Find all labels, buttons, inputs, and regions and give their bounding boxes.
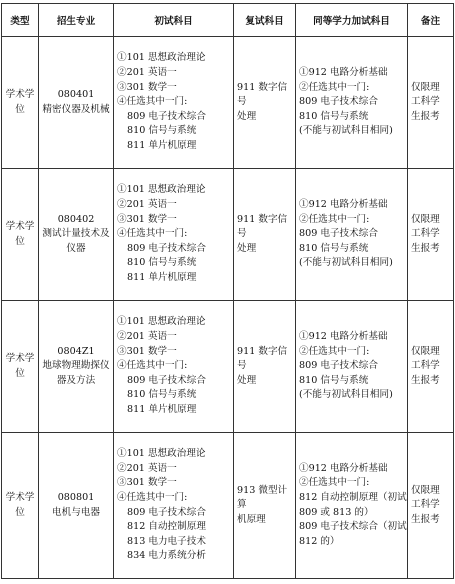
initial-subject: ①101 思想政治理论 [117,316,206,328]
table-row [2,301,454,433]
retest-line: 911 数字信号 [237,213,288,240]
header-retest: 复试科目 [234,4,296,37]
retest-line: 机原理 [237,513,266,525]
note-cell [408,37,454,169]
equiv-subject: ①912 电路分析基础 [299,199,388,211]
note-line: 仅限理 [411,81,440,93]
equiv-subject: ②任选其中一门: [299,345,370,357]
retest-cell [234,301,296,433]
major-cell [39,37,114,169]
type-cell: 学术学位 [2,433,39,579]
equiv-subject: ①912 电路分析基础 [299,462,388,474]
retest-line: 911 数字信号 [237,345,288,372]
initial-subject: ③301 数学一 [117,345,177,357]
initial-subject: ③301 数学一 [117,477,177,489]
table-row [2,37,454,169]
major-code: 080402 [57,213,95,225]
major-name: 地球物理勘探仪器及方法 [42,360,110,386]
major-name: 电机与电器 [52,506,100,518]
type-cell: 学术学位 [2,301,39,433]
equivalent-exam-cell [296,433,408,579]
equiv-subject: 812 的） [299,535,340,547]
major-code: 080801 [57,491,95,503]
initial-subject: ②201 英语一 [117,331,177,343]
note-line: 生报考 [411,242,440,254]
equiv-subject: 809 电子技术综合 [299,228,378,240]
major-code: 080401 [57,88,95,100]
major-code: 0804Z1 [57,345,95,357]
header-type: 类型 [2,4,39,37]
initial-subject: 811 单片机原理 [127,139,197,151]
initial-exam-cell [114,37,234,169]
initial-subject: 813 电力电子技术 [127,535,206,547]
equivalent-exam-cell [296,37,408,169]
initial-subject: ②201 英语一 [117,462,177,474]
equiv-subject: ①912 电路分析基础 [299,331,388,343]
equiv-subject: (不能与初试科目相同) [299,125,393,137]
retest-cell [234,169,296,301]
table-header-row [2,4,454,37]
note-line: 仅限理 [411,213,440,225]
equiv-subject: 810 信号与系统 [299,110,369,122]
equiv-subject: (不能与初试科目相同) [299,389,393,401]
initial-exam-cell [114,169,234,301]
initial-subject: ④任选其中一门: [117,228,188,240]
note-cell [408,433,454,579]
equiv-subject: 809 电子技术综合 [299,96,378,108]
initial-subject: 810 信号与系统 [127,125,197,137]
equiv-subject: ②任选其中一门: [299,213,370,225]
header-initial-exam: 初试科目 [114,4,234,37]
major-cell [39,169,114,301]
equiv-subject: 812 自动控制原理（初试 [299,491,407,503]
initial-subject: 810 信号与系统 [127,389,197,401]
initial-subject: ④任选其中一门: [117,360,188,372]
equiv-subject: 809 电子技术综合（初试 [299,521,407,533]
initial-subject: 809 电子技术综合 [127,506,206,518]
major-cell [39,301,114,433]
retest-line: 处理 [237,110,257,122]
header-major: 招生专业 [39,4,114,37]
major-name: 精密仪器及机械 [42,103,110,115]
note-cell [408,301,454,433]
initial-subject: 812 自动控制原理 [127,521,206,533]
note-line: 仅限理 [411,345,440,357]
initial-subject: 809 电子技术综合 [127,242,206,254]
note-line: 仅限理 [411,484,440,496]
note-line: 工科学 [411,499,440,511]
retest-line: 911 数字信号 [237,81,288,108]
initial-subject: ①101 思想政治理论 [117,184,206,196]
initial-subject: ②201 英语一 [117,67,177,79]
equiv-subject: 810 信号与系统 [299,374,369,386]
equiv-subject: (不能与初试科目相同) [299,257,393,269]
note-line: 生报考 [411,513,440,525]
initial-subject: 811 单片机原理 [127,271,197,283]
note-line: 生报考 [411,374,440,386]
equiv-subject: 809 电子技术综合 [299,360,378,372]
initial-subject: ④任选其中一门: [117,96,188,108]
equivalent-exam-cell [296,169,408,301]
major-cell [39,433,114,579]
initial-subject: 834 电力系统分析 [127,550,206,562]
type-cell: 学术学位 [2,169,39,301]
note-line: 生报考 [411,110,440,122]
initial-subject: ③301 数学一 [117,213,177,225]
retest-line: 处理 [237,242,257,254]
initial-subject: ④任选其中一门: [117,491,188,503]
table-row [2,433,454,579]
initial-subject: 810 信号与系统 [127,257,197,269]
retest-cell [234,433,296,579]
header-equivalent-exam: 同等学力加试科目 [296,4,408,37]
initial-subject: ①101 思想政治理论 [117,52,206,64]
initial-subject: 809 电子技术综合 [127,110,206,122]
equiv-subject: ②任选其中一门: [299,81,370,93]
retest-line: 913 微型计算 [237,484,288,511]
equiv-subject: 809 或 813 的） [299,506,374,518]
exam-subjects-table [1,3,454,579]
note-line: 工科学 [411,96,440,108]
type-cell: 学术学位 [2,37,39,169]
equiv-subject: ②任选其中一门: [299,477,370,489]
equivalent-exam-cell [296,301,408,433]
equiv-subject: 810 信号与系统 [299,242,369,254]
equiv-subject: ①912 电路分析基础 [299,67,388,79]
table-row [2,169,454,301]
initial-exam-cell [114,433,234,579]
initial-subject: ①101 思想政治理论 [117,448,206,460]
initial-subject: 809 电子技术综合 [127,374,206,386]
initial-subject: ③301 数学一 [117,81,177,93]
retest-cell [234,37,296,169]
initial-subject: ②201 英语一 [117,199,177,211]
initial-exam-cell [114,301,234,433]
initial-subject: 811 单片机原理 [127,403,197,415]
retest-line: 处理 [237,374,257,386]
note-line: 工科学 [411,360,440,372]
header-note: 备注 [408,4,454,37]
note-line: 工科学 [411,228,440,240]
note-cell [408,169,454,301]
major-name: 测试计量技术及仪器 [42,228,110,254]
